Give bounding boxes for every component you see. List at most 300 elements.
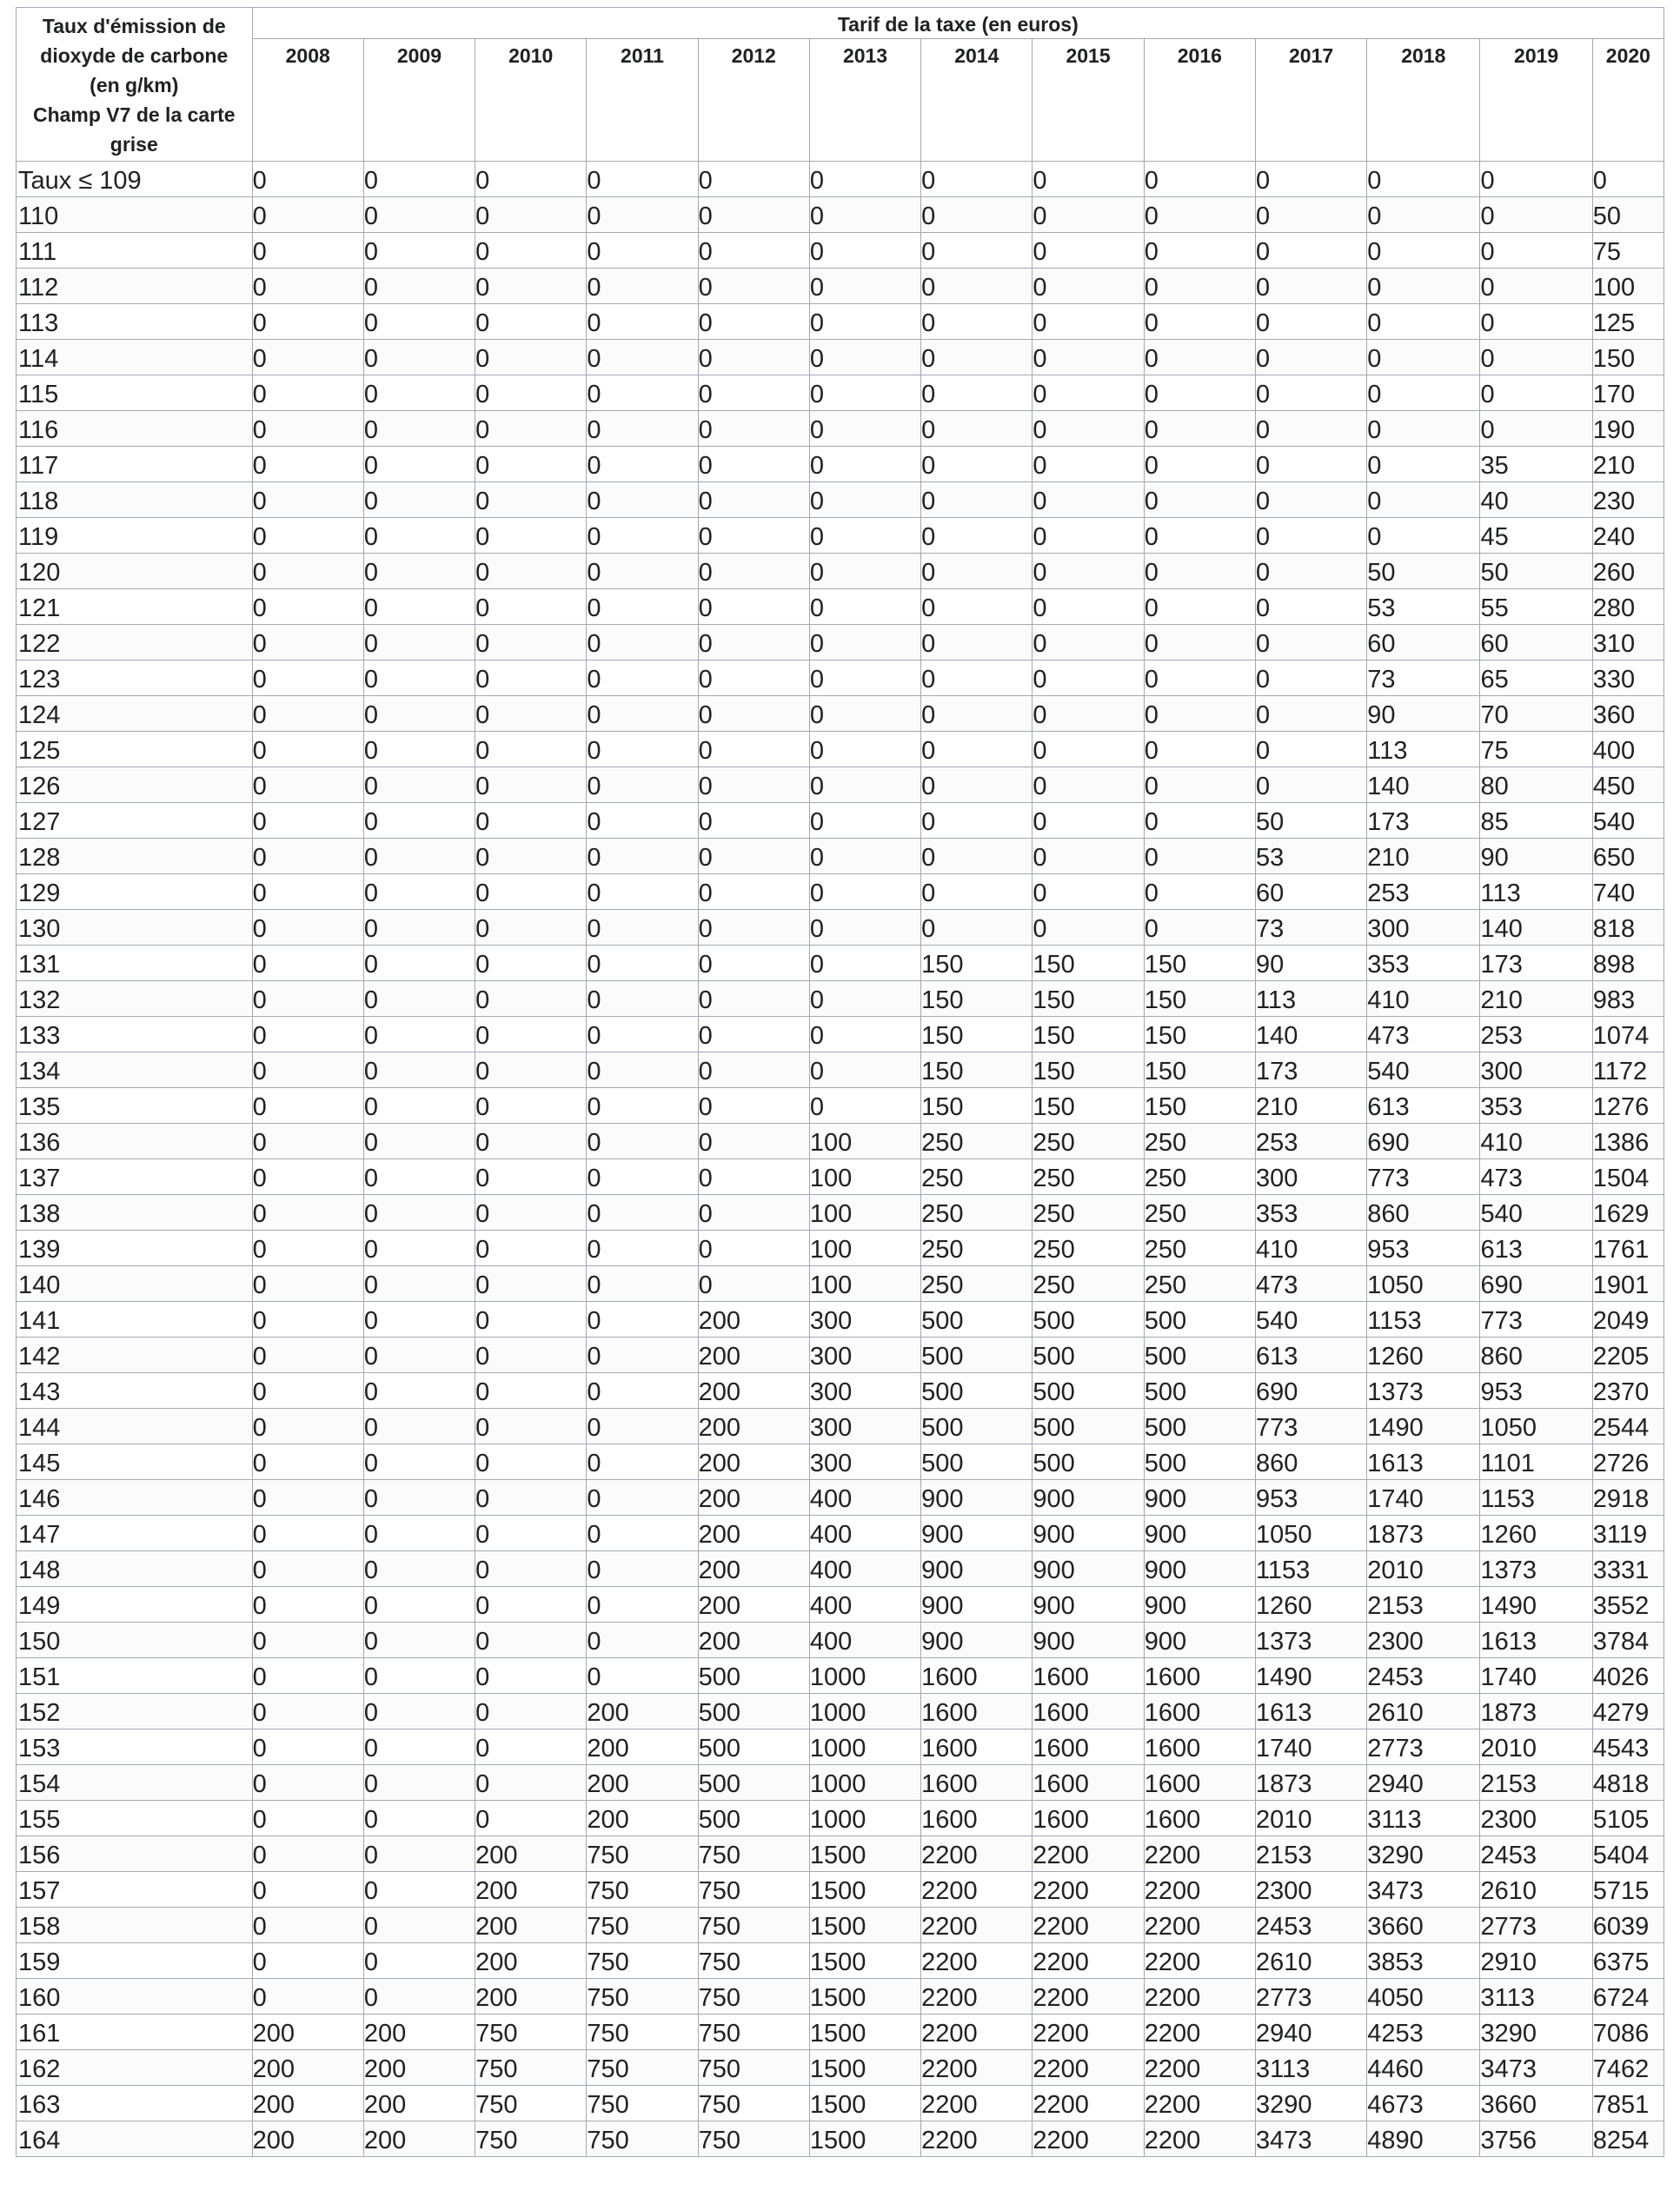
- tax-value-cell: 1373: [1367, 1373, 1480, 1409]
- tax-value-cell: 0: [698, 447, 809, 482]
- tax-value-cell: 0: [475, 1729, 587, 1765]
- tax-value-cell: 0: [1144, 803, 1255, 839]
- table-row: [17, 2015, 1664, 2050]
- tax-value-cell: 0: [1033, 269, 1144, 304]
- table-row: [17, 197, 1664, 233]
- tax-value-cell: 0: [809, 1088, 920, 1124]
- tax-value-cell: 1500: [809, 1836, 920, 1872]
- year-header-2019: 2019: [1480, 39, 1592, 162]
- tax-value-cell: 0: [252, 1159, 363, 1195]
- tax-value-cell: 50: [1480, 554, 1592, 589]
- tax-value-cell: 1613: [1367, 1444, 1480, 1480]
- tax-value-cell: 100: [1592, 269, 1663, 304]
- tax-value-cell: 0: [363, 411, 475, 447]
- tax-value-cell: 0: [698, 162, 809, 197]
- tax-value-cell: 0: [475, 482, 587, 518]
- tax-value-cell: 50: [1592, 197, 1663, 233]
- tax-value-cell: 0: [1144, 839, 1255, 874]
- tax-value-cell: 190: [1592, 411, 1663, 447]
- tax-value-cell: 0: [698, 1266, 809, 1302]
- tax-value-cell: 200: [698, 1302, 809, 1338]
- tax-value-cell: 750: [587, 2015, 698, 2050]
- tax-value-cell: 0: [1144, 874, 1255, 910]
- tax-value-cell: 0: [809, 803, 920, 839]
- tax-value-cell: 0: [252, 1444, 363, 1480]
- tax-value-cell: 0: [921, 696, 1033, 732]
- tax-value-cell: 0: [1367, 340, 1480, 375]
- tax-value-cell: 500: [921, 1409, 1033, 1444]
- tax-value-cell: 0: [1367, 411, 1480, 447]
- table-row: [17, 874, 1664, 910]
- tax-value-cell: 0: [252, 482, 363, 518]
- tax-value-cell: 0: [1480, 304, 1592, 340]
- tax-value-cell: 4026: [1592, 1658, 1663, 1694]
- tax-value-cell: 0: [809, 340, 920, 375]
- tax-value-cell: 1873: [1480, 1694, 1592, 1729]
- tax-value-cell: 750: [587, 1943, 698, 1979]
- tax-value-cell: 0: [1480, 162, 1592, 197]
- tax-value-cell: 0: [475, 375, 587, 411]
- tax-value-cell: 0: [1255, 767, 1366, 803]
- tax-value-cell: 0: [252, 1516, 363, 1551]
- tax-value-cell: 1153: [1367, 1302, 1480, 1338]
- tax-value-cell: 1600: [1144, 1729, 1255, 1765]
- tax-value-cell: 0: [252, 197, 363, 233]
- table-row: [17, 767, 1664, 803]
- tax-value-cell: 150: [921, 981, 1033, 1017]
- tax-value-cell: 0: [363, 1979, 475, 2015]
- tax-value-cell: 200: [363, 2050, 475, 2086]
- emission-rate-cell: 123: [17, 661, 253, 696]
- tax-value-cell: 0: [698, 340, 809, 375]
- tax-value-cell: 0: [587, 1373, 698, 1409]
- year-header-2015: 2015: [1033, 39, 1144, 162]
- tax-value-cell: 0: [698, 1052, 809, 1088]
- emission-rate-cell: 113: [17, 304, 253, 340]
- tax-value-cell: 60: [1255, 874, 1366, 910]
- tax-value-cell: 0: [587, 1623, 698, 1658]
- tax-value-cell: 3331: [1592, 1551, 1663, 1587]
- tax-value-cell: 0: [921, 482, 1033, 518]
- tax-value-cell: 0: [363, 1587, 475, 1623]
- emission-rate-cell: 137: [17, 1159, 253, 1195]
- tax-value-cell: 200: [698, 1587, 809, 1623]
- tax-value-cell: 75: [1592, 233, 1663, 269]
- tax-value-cell: 0: [1144, 447, 1255, 482]
- tax-value-cell: 0: [363, 874, 475, 910]
- tax-value-cell: 0: [921, 447, 1033, 482]
- tax-value-cell: 3853: [1367, 1943, 1480, 1979]
- tax-value-cell: 750: [698, 1908, 809, 1943]
- tax-value-cell: 0: [587, 1088, 698, 1124]
- tax-value-cell: 0: [363, 1409, 475, 1444]
- tax-value-cell: 0: [1144, 162, 1255, 197]
- tax-value-cell: 0: [363, 1266, 475, 1302]
- tax-value-cell: 3290: [1480, 2015, 1592, 2050]
- tax-value-cell: 40: [1480, 482, 1592, 518]
- emission-rate-cell: 111: [17, 233, 253, 269]
- tax-value-cell: 0: [809, 554, 920, 589]
- tax-value-cell: 1500: [809, 2086, 920, 2121]
- tax-value-cell: 0: [1033, 732, 1144, 767]
- tax-value-cell: 0: [809, 767, 920, 803]
- tax-value-cell: 0: [698, 197, 809, 233]
- tax-value-cell: 150: [1144, 1052, 1255, 1088]
- emission-rate-cell: 143: [17, 1373, 253, 1409]
- emission-rate-cell: 136: [17, 1124, 253, 1159]
- tax-value-cell: 173: [1367, 803, 1480, 839]
- tax-value-cell: 1740: [1255, 1729, 1366, 1765]
- tax-value-cell: 0: [698, 1088, 809, 1124]
- tax-value-cell: 2200: [1033, 1943, 1144, 1979]
- table-row: [17, 910, 1664, 946]
- tax-value-cell: 0: [698, 732, 809, 767]
- tax-value-cell: 2200: [921, 2050, 1033, 2086]
- tax-value-cell: 0: [1033, 518, 1144, 554]
- table-row: [17, 1052, 1664, 1088]
- tax-value-cell: 500: [698, 1801, 809, 1836]
- tax-value-cell: 1600: [921, 1765, 1033, 1801]
- tax-value-cell: 0: [252, 1872, 363, 1908]
- tax-value-cell: 0: [1033, 197, 1144, 233]
- tax-value-cell: 0: [587, 162, 698, 197]
- tax-value-cell: 2940: [1367, 1765, 1480, 1801]
- tax-value-cell: 200: [698, 1551, 809, 1587]
- tax-value-cell: 2610: [1480, 1872, 1592, 1908]
- table-row: [17, 625, 1664, 661]
- tax-value-cell: 613: [1480, 1231, 1592, 1266]
- tax-value-cell: 0: [587, 304, 698, 340]
- tax-value-cell: 2773: [1480, 1908, 1592, 1943]
- tax-value-cell: 300: [809, 1302, 920, 1338]
- tax-value-cell: 500: [921, 1338, 1033, 1373]
- tax-value-cell: 200: [587, 1801, 698, 1836]
- tax-value-cell: 900: [921, 1623, 1033, 1658]
- tax-value-cell: 6375: [1592, 1943, 1663, 1979]
- emission-rate-cell: 148: [17, 1551, 253, 1587]
- tax-value-cell: 0: [1255, 162, 1366, 197]
- tax-value-cell: 750: [698, 2015, 809, 2050]
- tax-value-cell: 750: [587, 2121, 698, 2157]
- tax-value-cell: 1000: [809, 1801, 920, 1836]
- emission-rate-cell: 157: [17, 1872, 253, 1908]
- table-row: [17, 981, 1664, 1017]
- emission-rate-cell: 129: [17, 874, 253, 910]
- tax-value-cell: 1050: [1480, 1409, 1592, 1444]
- header-line: (en g/km): [90, 74, 179, 96]
- tax-value-cell: 0: [587, 981, 698, 1017]
- tax-value-cell: 0: [475, 1266, 587, 1302]
- tax-value-cell: 35: [1480, 447, 1592, 482]
- table-row: [17, 1338, 1664, 1373]
- tax-value-cell: 7086: [1592, 2015, 1663, 2050]
- tax-value-cell: 210: [1367, 839, 1480, 874]
- tax-value-cell: 0: [809, 197, 920, 233]
- tax-value-cell: 4279: [1592, 1694, 1663, 1729]
- tax-value-cell: 250: [921, 1124, 1033, 1159]
- tax-value-cell: 0: [1367, 375, 1480, 411]
- tax-value-cell: 0: [698, 375, 809, 411]
- tax-value-cell: 0: [252, 554, 363, 589]
- tax-value-cell: 0: [921, 732, 1033, 767]
- tax-value-cell: 500: [698, 1765, 809, 1801]
- tax-value-cell: 0: [252, 1338, 363, 1373]
- tax-value-cell: 0: [475, 1801, 587, 1836]
- tax-value-cell: 0: [475, 1658, 587, 1694]
- tax-value-cell: 0: [252, 447, 363, 482]
- tax-value-cell: 0: [698, 482, 809, 518]
- tax-value-cell: 0: [252, 839, 363, 874]
- tax-value-cell: 0: [475, 981, 587, 1017]
- tax-value-cell: 0: [587, 233, 698, 269]
- tax-value-cell: 0: [809, 839, 920, 874]
- emission-rate-cell: 152: [17, 1694, 253, 1729]
- header-line: dioxyde de carbone: [40, 44, 229, 67]
- tax-value-cell: 0: [363, 1017, 475, 1052]
- tax-value-cell: 0: [252, 732, 363, 767]
- tax-value-cell: 6039: [1592, 1908, 1663, 1943]
- tax-value-cell: 400: [809, 1551, 920, 1587]
- tax-value-cell: 0: [475, 1231, 587, 1266]
- tax-value-cell: 953: [1480, 1373, 1592, 1409]
- tax-value-cell: 0: [921, 411, 1033, 447]
- tax-value-cell: 1600: [1033, 1694, 1144, 1729]
- tax-value-cell: 1740: [1367, 1480, 1480, 1516]
- emission-rate-cell: 122: [17, 625, 253, 661]
- table-row: [17, 1444, 1664, 1480]
- tax-value-cell: 0: [252, 340, 363, 375]
- tax-value-cell: 0: [1255, 482, 1366, 518]
- tax-value-cell: 0: [587, 340, 698, 375]
- table-row: [17, 1694, 1664, 1729]
- tax-value-cell: 150: [1592, 340, 1663, 375]
- tax-value-cell: 210: [1480, 981, 1592, 1017]
- tax-value-cell: 0: [587, 767, 698, 803]
- tax-value-cell: 0: [698, 1017, 809, 1052]
- tax-value-cell: 353: [1480, 1088, 1592, 1124]
- tax-value-cell: 0: [1255, 269, 1366, 304]
- tax-value-cell: 0: [363, 1444, 475, 1480]
- tax-value-cell: 0: [252, 1587, 363, 1623]
- tax-value-cell: 983: [1592, 981, 1663, 1017]
- tax-value-cell: 353: [1255, 1195, 1366, 1231]
- tax-value-cell: 0: [252, 1908, 363, 1943]
- tax-value-cell: 750: [698, 1836, 809, 1872]
- tax-value-cell: 0: [921, 269, 1033, 304]
- tax-value-cell: 3473: [1255, 2121, 1366, 2157]
- tax-value-cell: 900: [921, 1587, 1033, 1623]
- emission-rate-cell: 156: [17, 1836, 253, 1872]
- year-header-2010: 2010: [475, 39, 587, 162]
- tax-value-cell: 150: [921, 1088, 1033, 1124]
- tax-value-cell: 0: [363, 447, 475, 482]
- tax-value-cell: 0: [1255, 554, 1366, 589]
- tax-value-cell: 3113: [1480, 1979, 1592, 2015]
- tax-value-cell: 3113: [1255, 2050, 1366, 2086]
- table-row: [17, 1195, 1664, 1231]
- year-header-row: [17, 39, 1664, 162]
- tax-value-cell: 0: [363, 1231, 475, 1266]
- tax-value-cell: 750: [698, 1872, 809, 1908]
- tax-value-cell: 0: [252, 946, 363, 981]
- tax-value-cell: 0: [363, 518, 475, 554]
- tax-value-cell: 900: [921, 1516, 1033, 1551]
- tax-value-cell: 250: [1144, 1159, 1255, 1195]
- tax-value-cell: 1000: [809, 1694, 920, 1729]
- tax-value-cell: 3290: [1255, 2086, 1366, 2121]
- tax-value-cell: 1153: [1480, 1480, 1592, 1516]
- tax-value-cell: 0: [587, 447, 698, 482]
- tax-value-cell: 0: [475, 732, 587, 767]
- tax-value-cell: 410: [1367, 981, 1480, 1017]
- tax-value-cell: 500: [1033, 1302, 1144, 1338]
- tax-value-cell: 1504: [1592, 1159, 1663, 1195]
- tax-value-cell: 500: [1033, 1373, 1144, 1409]
- tax-value-cell: 0: [363, 946, 475, 981]
- tax-value-cell: 0: [475, 340, 587, 375]
- tax-value-cell: 200: [475, 1943, 587, 1979]
- tax-value-cell: 2200: [1144, 2050, 1255, 2086]
- tax-value-cell: 0: [475, 910, 587, 946]
- tax-value-cell: 750: [698, 1979, 809, 2015]
- tax-value-cell: 0: [252, 1943, 363, 1979]
- tax-value-cell: 750: [698, 1943, 809, 1979]
- tax-value-cell: 0: [1144, 269, 1255, 304]
- table-row: [17, 411, 1664, 447]
- tax-value-cell: 1260: [1255, 1587, 1366, 1623]
- tax-value-cell: 300: [809, 1444, 920, 1480]
- tax-value-cell: 0: [475, 1623, 587, 1658]
- table-row: [17, 269, 1664, 304]
- tax-value-cell: 900: [1033, 1623, 1144, 1658]
- tax-value-cell: 1500: [809, 2121, 920, 2157]
- tax-value-cell: 3290: [1367, 1836, 1480, 1872]
- tax-value-cell: 0: [475, 946, 587, 981]
- tax-value-cell: 0: [1033, 554, 1144, 589]
- tax-value-cell: 860: [1255, 1444, 1366, 1480]
- emission-rate-cell: Taux ≤ 109: [17, 162, 253, 197]
- tax-value-cell: 0: [587, 1017, 698, 1052]
- tax-value-cell: 0: [1480, 197, 1592, 233]
- tax-value-cell: 860: [1367, 1195, 1480, 1231]
- tax-value-cell: 1000: [809, 1658, 920, 1694]
- tax-value-cell: 0: [363, 1373, 475, 1409]
- tax-value-cell: 0: [252, 1124, 363, 1159]
- tax-value-cell: 0: [921, 554, 1033, 589]
- tax-value-cell: 1600: [1144, 1658, 1255, 1694]
- tax-value-cell: 200: [698, 1623, 809, 1658]
- year-header-2009: 2009: [363, 39, 475, 162]
- tax-value-cell: 0: [475, 1516, 587, 1551]
- tax-value-cell: 750: [698, 2050, 809, 2086]
- header-line: Champ V7 de la carte: [32, 103, 236, 126]
- tax-value-cell: 1490: [1255, 1658, 1366, 1694]
- tax-value-cell: 2200: [1144, 2121, 1255, 2157]
- tax-value-cell: 0: [1255, 518, 1366, 554]
- tax-value-cell: 0: [363, 1658, 475, 1694]
- tax-value-cell: 2453: [1255, 1908, 1366, 1943]
- tax-value-cell: 0: [587, 482, 698, 518]
- tax-value-cell: 200: [252, 2015, 363, 2050]
- tax-value-cell: 0: [363, 803, 475, 839]
- tax-value-cell: 0: [252, 1480, 363, 1516]
- tax-value-cell: 690: [1367, 1124, 1480, 1159]
- tax-value-cell: 70: [1480, 696, 1592, 732]
- tax-value-cell: 0: [1033, 482, 1144, 518]
- tax-value-cell: 750: [698, 2121, 809, 2157]
- tax-value-cell: 4673: [1367, 2086, 1480, 2121]
- tax-value-cell: 1600: [921, 1729, 1033, 1765]
- tax-value-cell: 0: [1144, 518, 1255, 554]
- tax-value-cell: 0: [363, 1623, 475, 1658]
- tax-value-cell: 0: [921, 589, 1033, 625]
- tax-value-cell: 50: [1367, 554, 1480, 589]
- tax-value-cell: 0: [363, 1872, 475, 1908]
- tax-value-cell: 2200: [1033, 1872, 1144, 1908]
- table-row: [17, 1124, 1664, 1159]
- tax-value-cell: 0: [809, 1052, 920, 1088]
- tax-value-cell: 0: [587, 1231, 698, 1266]
- emission-rate-cell: 121: [17, 589, 253, 625]
- emission-rate-cell: 132: [17, 981, 253, 1017]
- tax-value-cell: 0: [809, 269, 920, 304]
- tax-value-cell: 0: [1255, 696, 1366, 732]
- tax-value-cell: 0: [698, 304, 809, 340]
- emission-rate-cell: 144: [17, 1409, 253, 1444]
- tax-value-cell: 2300: [1480, 1801, 1592, 1836]
- tax-value-cell: 8254: [1592, 2121, 1663, 2157]
- tax-value-cell: 0: [587, 554, 698, 589]
- tax-value-cell: 2010: [1367, 1551, 1480, 1587]
- tax-value-cell: 0: [363, 1765, 475, 1801]
- tax-value-cell: 0: [698, 910, 809, 946]
- header-line: grise: [110, 133, 158, 156]
- tax-value-cell: 50: [1255, 803, 1366, 839]
- tax-value-cell: 0: [1255, 375, 1366, 411]
- tax-value-cell: 2200: [921, 1979, 1033, 2015]
- emission-rate-column-header: [17, 8, 253, 162]
- tax-value-cell: 1600: [1033, 1729, 1144, 1765]
- tax-value-cell: 140: [1480, 910, 1592, 946]
- tax-value-cell: 0: [809, 447, 920, 482]
- tax-value-cell: 100: [809, 1124, 920, 1159]
- tax-value-cell: 170: [1592, 375, 1663, 411]
- tax-value-cell: 953: [1255, 1480, 1366, 1516]
- tax-value-cell: 0: [363, 1338, 475, 1373]
- tax-value-cell: 0: [1033, 839, 1144, 874]
- tax-value-cell: 1500: [809, 1979, 920, 2015]
- tax-value-cell: 0: [1033, 661, 1144, 696]
- tax-value-cell: 900: [1144, 1623, 1255, 1658]
- tax-value-cell: 0: [587, 874, 698, 910]
- tax-value-cell: 0: [698, 518, 809, 554]
- tax-value-cell: 1613: [1255, 1694, 1366, 1729]
- tax-value-cell: 0: [475, 625, 587, 661]
- tax-value-cell: 0: [475, 233, 587, 269]
- tax-value-cell: 0: [475, 874, 587, 910]
- table-row: [17, 2050, 1664, 2086]
- table-row: [17, 447, 1664, 482]
- tax-value-cell: 100: [809, 1231, 920, 1266]
- tax-value-cell: 4253: [1367, 2015, 1480, 2050]
- tax-value-cell: 0: [475, 197, 587, 233]
- tax-value-cell: 613: [1255, 1338, 1366, 1373]
- table-row: [17, 1373, 1664, 1409]
- tax-value-cell: 200: [252, 2121, 363, 2157]
- tax-value-cell: 740: [1592, 874, 1663, 910]
- tax-value-cell: 3473: [1367, 1872, 1480, 1908]
- tax-value-cell: 2200: [1033, 2086, 1144, 2121]
